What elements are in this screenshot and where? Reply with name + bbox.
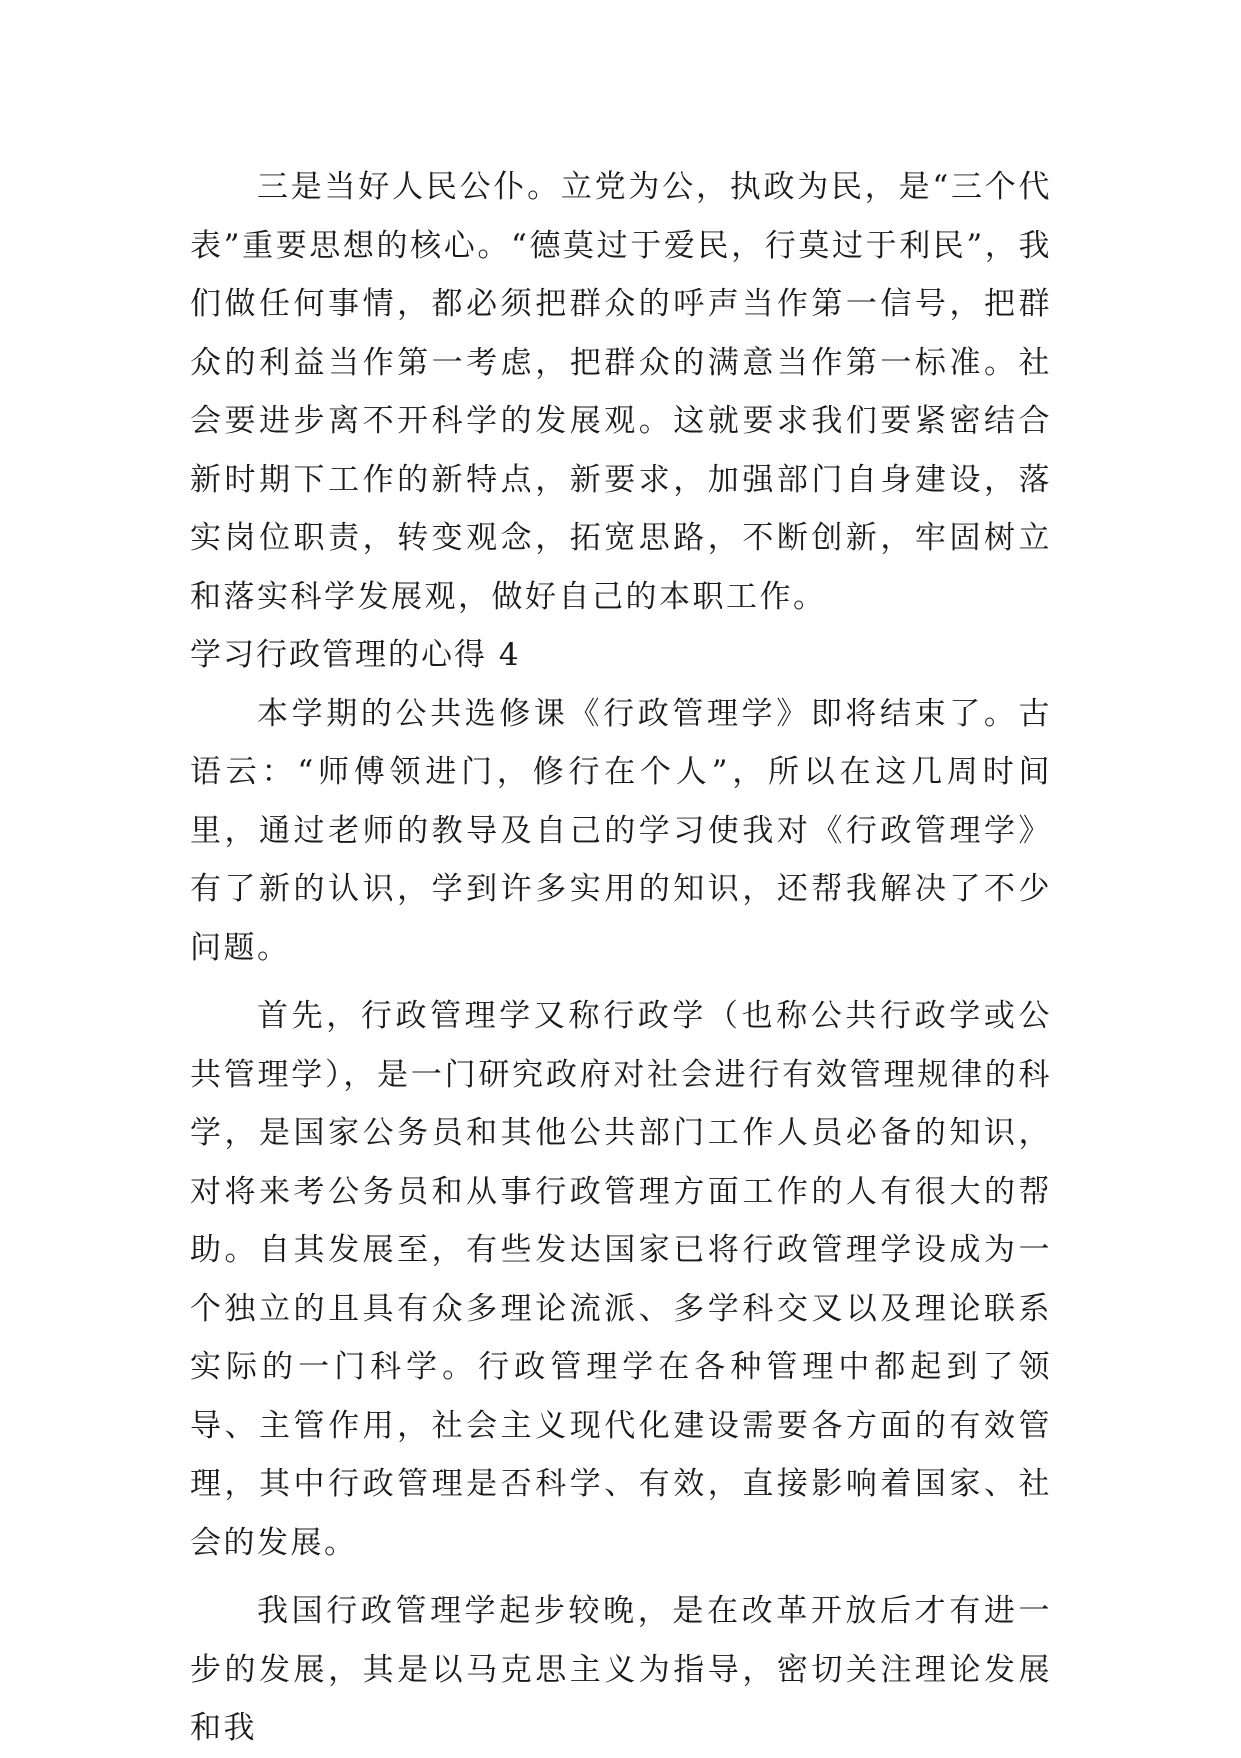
paragraph-development: 我国行政管理学起步较晚，是在改革开放后才有进一步的发展，其是以马克思主义为指导，密切关注理论发展和我 <box>190 1593 1052 1746</box>
document-body <box>190 158 1052 1758</box>
paragraph-intro: 本学期的公共选修课《行政管理学》即将结束了。古语云：“师傅领进门，修行在个人”，所以在这几周时间里，通过老师的教导及自己的学习使我对《行政管理学》有了新的认识，学到许多实用的知识，还帮我解决了不少问题。 <box>190 695 1052 966</box>
paragraph-service: 三是当好人民公仆。立党为公，执政为民，是“三个代表”重要思想的核心。“德莫过于爱民，行莫过于利民”，我们做任何事情，都必须把群众的呼声当作第一信号，把群众的利益当作第一考虑，把群众的满意当作第一标准。社会要进步离不开科学的发展观。这就要求我们要紧密结合新时期下工作的新特点，新要求，加强部门自身建设，落实岗位职责，转变观念，拓宽思路，不断创新，牢固树立和落实科学发展观，做好自己的本职工作。 <box>190 169 1052 615</box>
section-heading: 学习行政管理的心得 4 <box>190 637 521 673</box>
paragraph-definition: 首先，行政管理学又称行政学（也称公共行政学或公共管理学），是一门研究政府对社会进行有效管理规律的科学，是国家公务员和其他公共部门工作人员必备的知识，对将来考公务员和从事行政管理方面工作的人有很大的帮助。自其发展至，有些发达国家已将行政管理学设成为一个独立的且具有众多理论流派、多学科交叉以及理论联系实际的一门科学。行政管理学在各种管理中都起到了领导、主管作用，社会主义现代化建设需要各方面的有效管理，其中行政管理是否科学、有效，直接影响着国家、社会的发展。 <box>190 998 1052 1561</box>
